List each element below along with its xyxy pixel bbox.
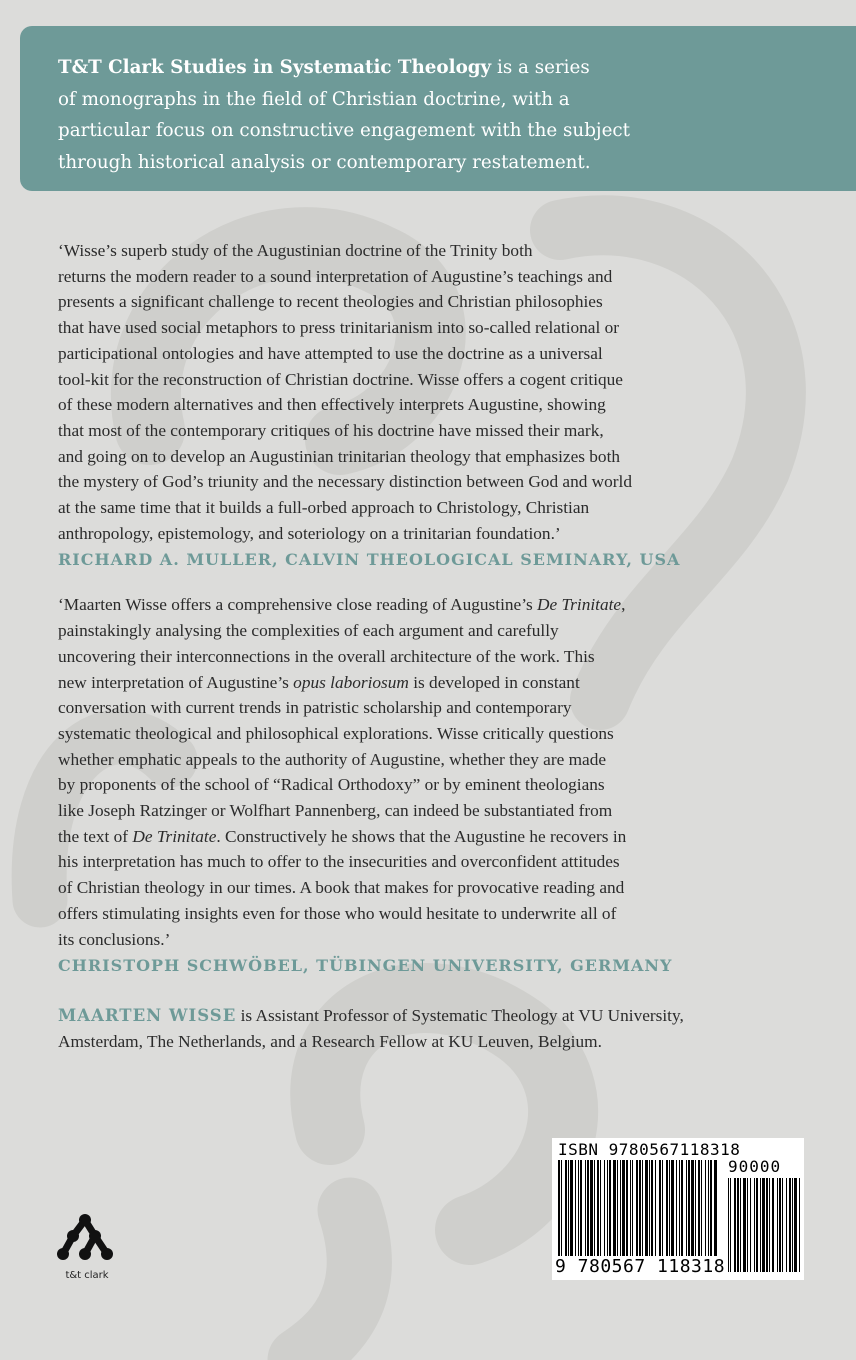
barcode-digits: 9 780567 118318 (555, 1256, 726, 1277)
back-cover-content (58, 238, 843, 1055)
publisher-logo (52, 1212, 122, 1281)
isbn-barcode (552, 1138, 804, 1280)
endorsement-attribution-muller: RICHARD A. MULLER, CALVIN THEOLOGICAL SEMINARY, USA (58, 550, 681, 570)
publisher-name: t&t clark (65, 1270, 109, 1281)
endorsement-quote-muller: ‘Wisse’s superb study of the Augustinian doctrine of the Trinity both returns the modern reader to a sound interpretation of Augustine’s teachings and presents a significant challenge to recent theologies and Christian philosophies that have used social metaphors to press trinitarianism into so-called relational or participational ontologies and have attempted to use the doctrine as a universal tool-kit for the reconstruction of Christian doctrine. Wisse offers a cogent critique of these modern alternatives and then effectively interprets Augustine, showing that most of the contemporary critiques of his doctrine have missed their mark, and going on to develop an Augustinian trinitarian theology that emphasizes both the mystery of God’s triunity and the necessary distinction between God and world at the same time that it builds a full-orbed approach to Christology, Christian anthropology, epistemology, and soteriology on a trinitarian foundation.’ (58, 241, 632, 543)
price-addon: 90000 (728, 1157, 782, 1176)
tt-clark-logo-icon (55, 1212, 119, 1264)
isbn-label: ISBN 9780567118318 (558, 1140, 741, 1159)
series-description: T&T Clark Studies in Systematic Theology is a series of monographs in the field of Christian doctrine, with a particular focus on constructive engagement with the subject through historical analysis or contemporary restatement. (58, 57, 630, 173)
endorsement-attribution-schwobel: CHRISTOPH SCHWÖBEL, TÜBINGEN UNIVERSITY, GERMANY (58, 956, 673, 976)
series-description-panel (20, 26, 856, 191)
author-name: MAARTEN WISSE (58, 1006, 237, 1026)
series-title: T&T Clark Studies in Systematic Theology (58, 57, 492, 78)
endorsement-quote-schwobel: ‘Maarten Wisse offers a comprehensive close reading of Augustine’s De Trinitate, painstakingly analysing the complexities of each argument and carefully uncovering their interconnections in the overall architecture of the work. This new interpretation of Augustine’s opus laboriosum is developed in constant conversation with current trends in patristic scholarship and contemporary systematic theological and philosophical explorations. Wisse critically questions whether emphatic appeals to the authority of Augustine, whether they are made by proponents of the school of “Radical Orthodoxy” or by eminent theologians like Joseph Ratzinger or Wolfhart Pannenberg, can indeed be substantiated from the text of De Trinitate. Constructively he shows that the Augustine he recovers in his interpretation has much to offer to the insecurities and overconfident attitudes of Christian theology in our times. A book that makes for provocative reading and offers stimulating insights even for those who would hesitate to underwrite all of its conclusions.’ (58, 595, 627, 949)
author-bio: MAARTEN WISSE is Assistant Professor of Systematic Theology at VU University, Amsterdam, The Netherlands, and a Research Fellow at KU Leuven, Belgium. (58, 1006, 684, 1051)
